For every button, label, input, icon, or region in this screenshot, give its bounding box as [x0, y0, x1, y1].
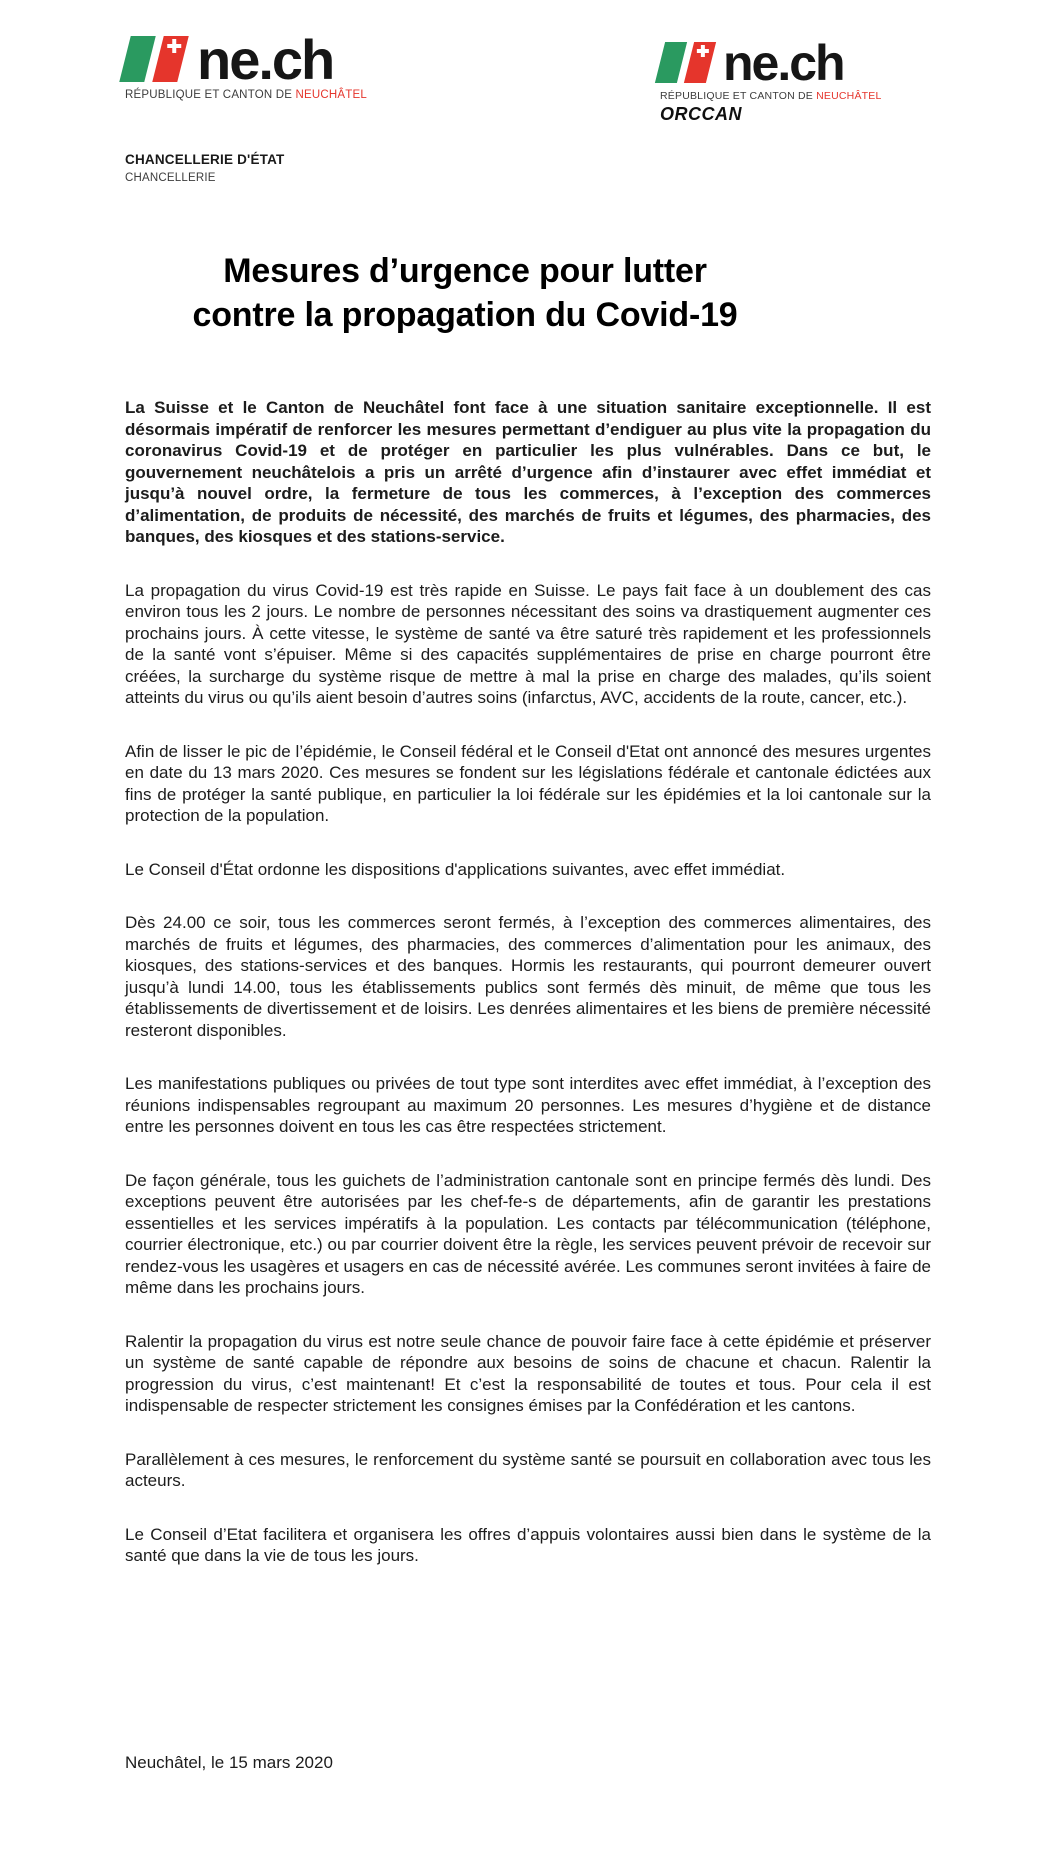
document-body — [125, 397, 931, 1599]
logo-red-bar — [152, 36, 188, 82]
department-block — [125, 152, 285, 184]
body-paragraph: Le Conseil d'État ordonne les dispositions d'applications suivantes, avec effet immédiat. — [125, 859, 786, 879]
service-name: CHANCELLERIE — [125, 172, 216, 184]
swiss-cross-icon — [697, 45, 709, 57]
nech-logo-row — [125, 28, 367, 92]
body-paragraph: Dès 24.00 ce soir, tous les commerces seront fermés, à l’exception des commerces alimentaires, des marchés de fruits et légumes, des pharmacies, des commerces d’alimentation pour les animaux, des kiosques, des stations-services et des banques. Hormis les restaurants, qui pourront demeurer ouvert jusqu’à lundi 14.00, tous les établissements publics sont fermés dès minuit, de même que tous les établissements de divertissement et de loisirs. Les denrées alimentaires et les biens de première nécessité resteront disponibles. — [125, 913, 931, 1040]
body-paragraph: Le Conseil d’Etat facilitera et organisera les offres d’appuis volontaires aussi bien dans le système de la santé que dans la vie de tous les jours. — [125, 1524, 931, 1565]
logo-tagline-accent: NEUCHÂTEL — [816, 90, 882, 102]
org-unit-label: ORCCAN — [660, 104, 742, 124]
body-paragraph: Afin de lisser le pic de l’épidémie, le Conseil fédéral et le Conseil d'Etat ont annoncé des mesures urgentes en date du 13 mars 2020. Ces mesures se fondent sur les législations fédérale et cantonale édictées aux fins de protéger la santé publique, en particulier la loi fédérale sur les épidémies et la loi cantonale sur la protection de la population. — [125, 741, 931, 825]
logo-green-bar — [655, 42, 687, 83]
logo-tagline-prefix: RÉPUBLIQUE ET CANTON DE — [660, 90, 817, 102]
nech-logo-mark — [125, 36, 191, 82]
body-paragraph: Les manifestations publiques ou privées de tout type sont interdites avec effet immédiat, à l’exception des réunions indispensables regroupant au maximum 20 personnes. Les mesures d’hygiène et de distance entre les personnes doivent en tous les cas être respectées strictement. — [125, 1074, 931, 1136]
body-paragraph: La propagation du virus Covid-19 est très rapide en Suisse. Le pays fait face à un doublement des cas environ tous les 2 jours. Le nombre de personnes nécessitant des soins va drastiquement augmenter ces prochains jours. À cette vitesse, le système de santé va être saturé très rapidement et les professionnels de la santé vont s’épuiser. Même si des capacités supplémentaires de prise en charge pourront être créées, la surcharge du système risque de mettre à mal la prise en charge des malades, qu’ils soient atteints du virus ou qu’ils aient besoin d’autres soins (infarctus, AVC, accidents de la route, cancer, etc.). — [125, 580, 931, 707]
nech-logo-mark — [660, 42, 718, 83]
logo-tagline-accent: NEUCHÂTEL — [295, 89, 367, 101]
logo-tagline — [125, 89, 367, 101]
nech-logo-left — [125, 28, 367, 101]
nech-logo-right — [660, 35, 882, 125]
page-title-line2: contre la propagation du Covid-19 — [192, 296, 738, 334]
department-name: CHANCELLERIE D'ÉTAT — [125, 152, 285, 167]
body-paragraph: Parallèlement à ces mesures, le renforcement du système santé se poursuit en collaboration avec tous les acteurs. — [125, 1449, 931, 1490]
page-title-line1: Mesures d’urgence pour lutter — [223, 252, 707, 290]
body-paragraph: De façon générale, tous les guichets de l’administration cantonale sont en principe fermés dès lundi. Des exceptions peuvent être autorisées par les chef-fe-s de départements, afin de garantir les prestations essentielles et les services impératifs à la population. Les contacts par télécommunication (téléphone, courrier électronique, etc.) ou par courrier doivent être la règle, les services peuvent prévoir de recevoir sur rendez-vous les usagères et usagers en cas de nécessité avérée. Les communes seront invitées à faire de même dans les prochains jours. — [125, 1170, 931, 1297]
nech-logo-row — [660, 35, 882, 91]
logo-tagline-prefix: RÉPUBLIQUE ET CANTON DE — [125, 89, 296, 101]
nech-wordmark: ne.ch — [197, 28, 334, 92]
logo-green-bar — [119, 36, 155, 82]
logo-red-bar — [684, 42, 716, 83]
body-paragraphs — [125, 580, 931, 1567]
dateline: Neuchâtel, le 15 mars 2020 — [125, 1753, 333, 1772]
logo-tagline — [660, 90, 882, 102]
nech-wordmark: ne.ch — [723, 35, 844, 91]
page-title — [125, 249, 805, 337]
swiss-cross-icon — [167, 39, 181, 53]
body-paragraph: Ralentir la propagation du virus est notre seule chance de pouvoir faire face à cette épidémie et préserver un système de santé capable de répondre aux besoins de soins de chacune et chacun. Ralentir la progression du virus, c’est maintenant! Et c’est la responsabilité de toutes et tous. Pour cela il est indispensable de respecter strictement les consignes émises par la Confédération et les cantons. — [125, 1331, 931, 1415]
lead-paragraph: La Suisse et le Canton de Neuchâtel font face à une situation sanitaire exceptionnelle. Il est désormais impératif de renforcer les mesures permettant d’endiguer au plus vite la propagation du coronavirus Covid-19 et de protéger en particulier les plus vulnérables. Dans ce but, le gouvernement neuchâtelois a pris un arrêté d’urgence afin d’instaurer avec effet immédiat et jusqu’à nouvel ordre, la fermeture de tous les commerces, à l’exception des commerces d’alimentation, de produits de nécessité, des marchés de fruits et légumes, des pharmacies, des banques, des kiosques et des stations-service. — [125, 398, 931, 546]
